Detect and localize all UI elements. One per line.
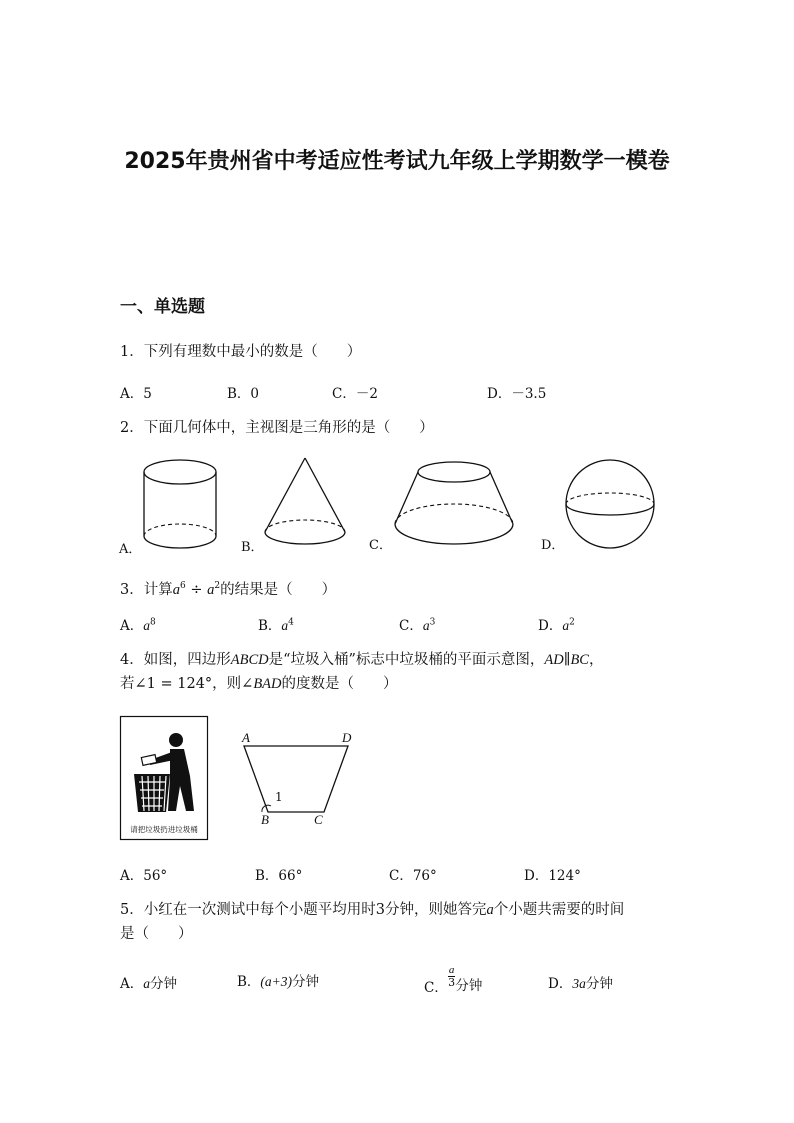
q3-exp-6: 6 (179, 581, 186, 591)
q1-option-a: A．5 (120, 386, 152, 402)
vertex-d-label: D (342, 730, 352, 745)
vertex-c-label: C (314, 812, 323, 827)
angle-1-label: 1 (275, 790, 283, 804)
q4-line-2: 若∠1 = 124°，则∠BAD的度数是（ ） (120, 676, 398, 692)
q5-option-a: A．a分钟 (120, 976, 177, 992)
cone-figure (262, 456, 350, 552)
q3-stem-before: 3．计算 (120, 581, 173, 598)
q5-fraction: $\frac{a}{3}$ (448, 964, 456, 989)
person-head-icon (169, 733, 183, 747)
q4-line-1: 4．如图，四边形ABCD是“垃圾入桶”标志中垃圾桶的平面示意图，AD∥BC， (120, 652, 604, 668)
q5-option-b: B．(a+3)分钟 (237, 974, 320, 990)
page-title: 2025年贵州省中考适应性考试九年级上学期数学一模卷 (124, 149, 670, 174)
q4-option-b: B．66° (255, 868, 303, 884)
q3-stem-after: 的结果是（ ） (220, 581, 337, 598)
sphere-figure (564, 458, 656, 550)
question-1-stem: 1．下列有理数中最小的数是（ ） (120, 344, 362, 360)
q2-label-a: A． (119, 542, 142, 557)
q3-option-b: B．$a^4$ (258, 617, 294, 634)
trash-sign-figure (120, 716, 208, 840)
cylinder-figure (140, 456, 224, 552)
q3-exp-2: 2 (214, 581, 221, 591)
q5-option-c: C． $\frac{a}{3}$ 分钟 (424, 964, 483, 996)
q3-option-c: C．$a^3$ (399, 617, 436, 634)
question-5-stem (120, 898, 680, 946)
q2-label-d: D． (541, 538, 565, 553)
sign-caption: 请把垃圾扔进垃圾桶 (130, 825, 198, 834)
section-heading: 一、单选题 (120, 297, 205, 317)
vertex-a-label: A (242, 730, 250, 745)
q1-option-c: C．－2 (332, 386, 378, 402)
q3-var-a: a (172, 581, 180, 598)
q1-option-b: B．0 (227, 386, 260, 402)
q2-label-c: C． (369, 538, 392, 553)
q3-option-a: A．$a^8$ (120, 617, 156, 634)
question-4-stem (120, 648, 680, 696)
q3-option-d: D．$a^2$ (538, 617, 575, 634)
q4-option-c: C．76° (389, 868, 437, 884)
q5-line-2: 是（ ） (120, 926, 193, 942)
q3-div: ÷ (185, 581, 208, 598)
question-3-stem (120, 574, 336, 602)
q4-option-d: D．124° (524, 868, 581, 884)
q2-label-b: B． (241, 540, 264, 555)
question-2-stem: 2．下面几何体中，主视图是三角形的是（ ） (120, 420, 434, 436)
q4-option-a: A．56° (120, 868, 168, 884)
q5-line-1: 5．小红在一次测试中每个小题平均用时3分钟，则她答完a个小题共需要的时间 (120, 902, 625, 918)
frustum-figure (392, 456, 516, 552)
q1-option-d: D．－3.5 (487, 386, 547, 402)
q5-option-d: D．3a分钟 (548, 976, 613, 992)
q3-var-a2: a (207, 581, 215, 598)
vertex-b-label: B (261, 812, 269, 827)
